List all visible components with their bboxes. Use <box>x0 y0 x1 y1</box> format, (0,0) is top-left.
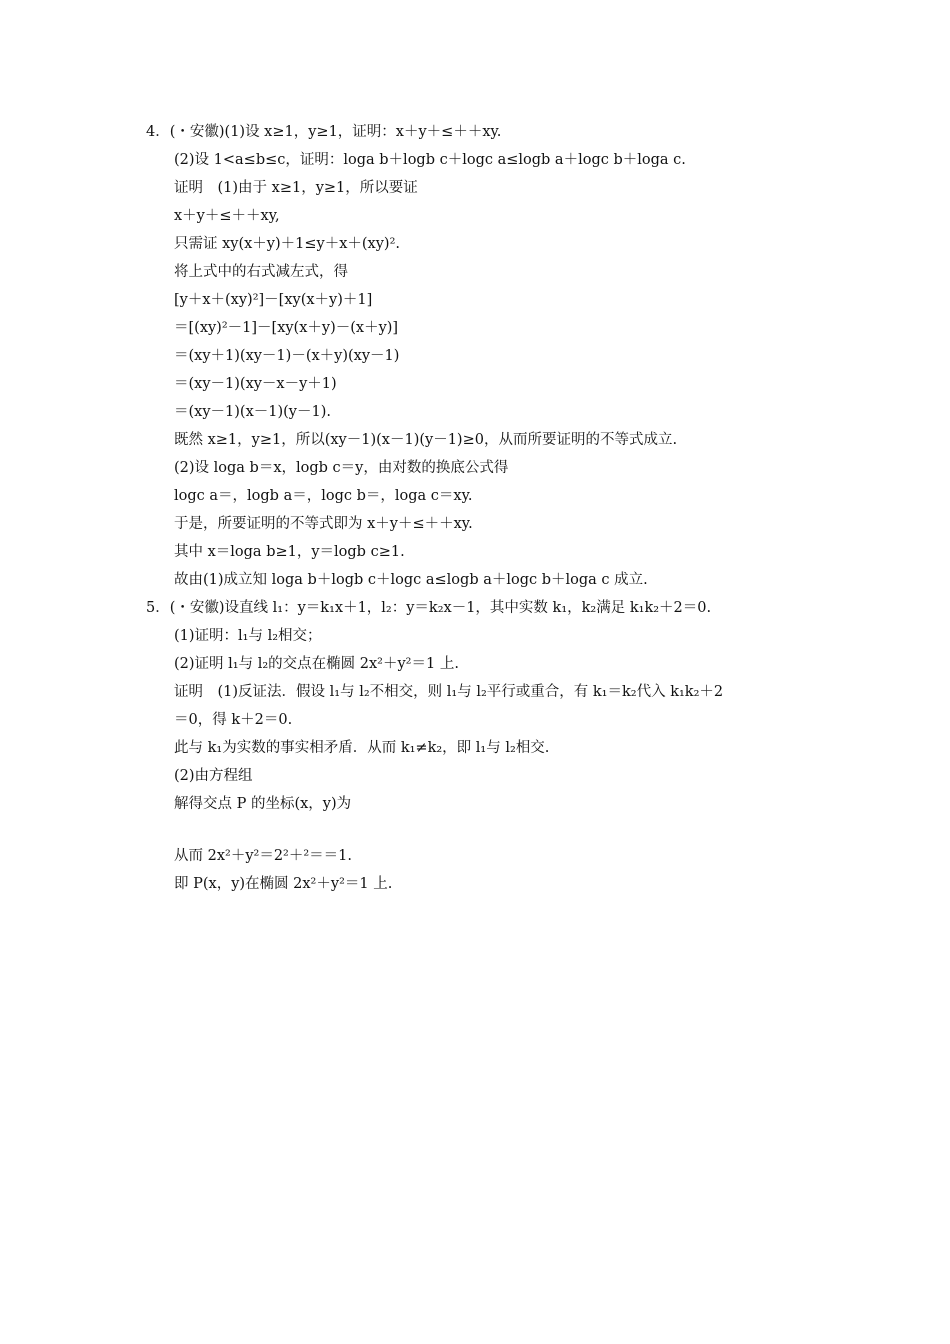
proof-line: ＝[(xy)²－1]－[xy(x＋y)－(x＋y)] <box>174 320 399 336</box>
proof-line: 即 P(x，y)在椭圆 2x²＋y²＝1 上. <box>174 876 393 892</box>
proof-line: ＝(xy－1)(x－1)(y－1). <box>174 404 331 420</box>
proof-line: 将上式中的右式减左式，得 <box>174 264 348 280</box>
proof-line: ＝(xy＋1)(xy－1)－(x＋y)(xy－1) <box>174 348 400 364</box>
proof-line: 其中 x＝loga b≥1，y＝logb c≥1. <box>174 544 405 560</box>
problem-4-part-2: (2)设 1<a≤b≤c，证明：loga b＋logb c＋logc a≤logb a＋logc b＋loga c. <box>174 152 686 168</box>
problem-4-statement: 4．(・安徽)(1)设 x≥1，y≥1，证明：x＋y＋≤＋＋xy. <box>146 124 502 140</box>
proof-line: 故由(1)成立知 loga b＋logb c＋logc a≤logb a＋logc b＋loga c 成立. <box>174 572 648 588</box>
proof-line: 此与 k₁为实数的事实相矛盾．从而 k₁≠k₂，即 l₁与 l₂相交. <box>174 740 550 756</box>
proof-line: (2)设 loga b＝x，logb c＝y，由对数的换底公式得 <box>174 460 509 476</box>
proof-line: (2)由方程组 <box>174 768 253 784</box>
proof-line: 既然 x≥1，y≥1，所以(xy－1)(x－1)(y－1)≥0，从而所要证明的不等式成立. <box>174 432 678 448</box>
proof-line: [y＋x＋(xy)²]－[xy(x＋y)＋1] <box>174 292 373 308</box>
proof-line: ＝0，得 k＋2＝0. <box>174 712 293 728</box>
problem-5-part-2: (2)证明 l₁与 l₂的交点在椭圆 2x²＋y²＝1 上. <box>174 656 459 672</box>
problem-5-statement: 5．(・安徽)设直线 l₁：y＝k₁x＋1，l₂：y＝k₂x－1，其中实数 k₁，k₂满足 k₁k₂＋2＝0. <box>146 600 712 616</box>
proof-line: 证明 (1)反证法．假设 l₁与 l₂不相交，则 l₁与 l₂平行或重合，有 k₁＝k₂代入 k₁k₂＋2 <box>174 684 724 700</box>
proof-line: ＝(xy－1)(xy－x－y＋1) <box>174 376 337 392</box>
proof-line: 于是，所要证明的不等式即为 x＋y＋≤＋＋xy. <box>174 516 473 532</box>
proof-line: 证明 (1)由于 x≥1，y≥1，所以要证 <box>174 180 418 196</box>
proof-line: 从而 2x²＋y²＝2²＋²＝＝1. <box>174 848 353 864</box>
proof-line: 只需证 xy(x＋y)＋1≤y＋x＋(xy)². <box>174 236 401 252</box>
proof-line: x＋y＋≤＋＋xy, <box>174 208 280 224</box>
proof-line: 解得交点 P 的坐标(x，y)为 <box>174 796 352 812</box>
problem-5-part-1: (1)证明：l₁与 l₂相交； <box>174 628 322 644</box>
proof-line: logc a＝，logb a＝，logc b＝，loga c＝xy. <box>174 488 473 504</box>
